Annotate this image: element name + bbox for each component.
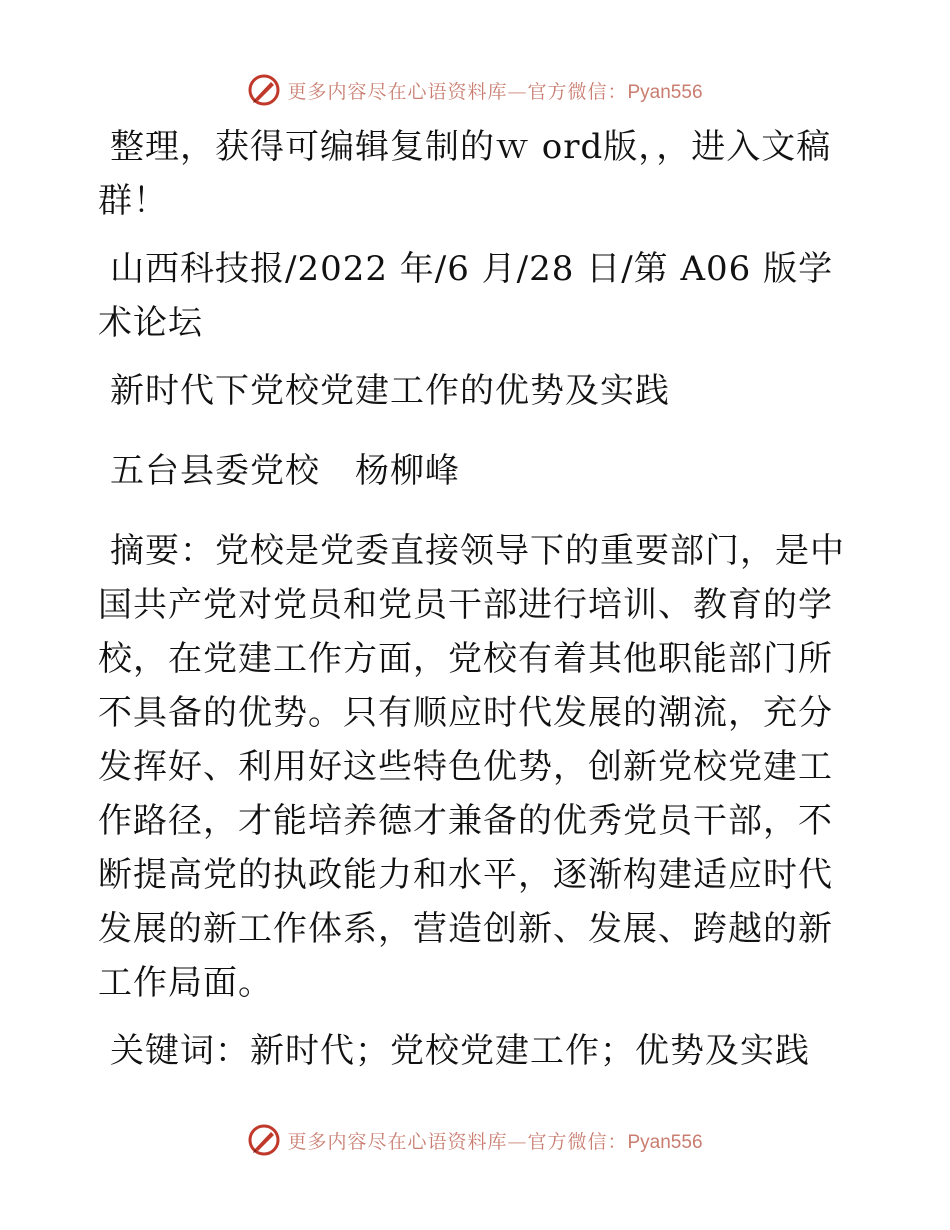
author-line: 五台县委党校 杨柳峰 [110,451,460,491]
abstract-paragraph: 摘要：党校是党委直接领导下的重要部门，是中国共产党对党员和党员干部进行培训、教育的学校，在党建工作方面，党校有着其他职能部门所不具备的优势。只有顺应时代发展的潮流，充分发挥好、利用好这些特色优势，创新党校党建工作路径，才能培养德才兼备的优秀党员干部，不断提高党的执政能力和水平，逐渐构建适应时代发展的新工作体系，营造创新、发展、跨越的新工作局面。 [98,531,845,1003]
watermark-footer [0,1118,950,1162]
source-line: 山西科技报/2022 年/6 月/28 日/第 A06 版学术论坛 [98,249,834,343]
quill-pen-logo-icon [247,1123,281,1157]
watermark-text: 更多内容尽在心语资料库—官方微信：Pyan556 [287,1130,703,1153]
article-title: 新时代下党校党建工作的优势及实践 [110,371,670,411]
watermark-header [0,68,950,112]
document-body [98,120,858,1092]
intro-paragraph: 整理，获得可编辑复制的ｗ ord版，，进入文稿群！ [98,127,832,221]
watermark-text: 更多内容尽在心语资料库—官方微信：Pyan556 [287,80,703,103]
keywords-line: 关键词：新时代；党校党建工作；优势及实践 [110,1031,810,1071]
quill-pen-logo-icon [247,73,281,107]
